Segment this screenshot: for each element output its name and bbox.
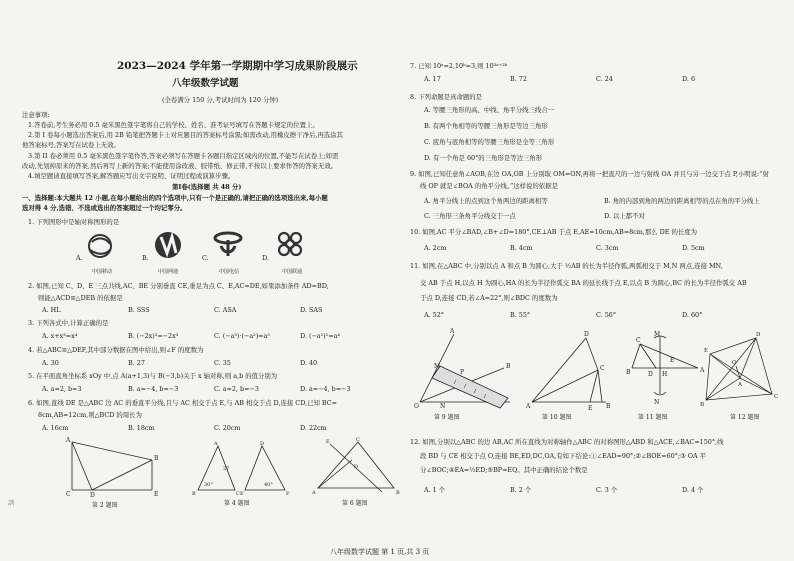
section1-intro-b: 选对得 4 分,选错、不选或选出的答案超过一个均记零分。 — [22, 204, 187, 212]
svg-text:E: E — [704, 348, 709, 354]
q2-option-c: C. ASA — [214, 306, 237, 314]
question-11b: 交 AB 于点 H,以点 H 为圆心,HA 的长为半径作弧交 BA 的延长线于点 E,以点 B 为圆心,BC 的长为半径作弧交 AB — [420, 279, 747, 287]
svg-text:27: 27 — [223, 466, 230, 472]
q6-option-c: C. 20cm — [214, 424, 241, 432]
svg-text:P: P — [460, 369, 465, 376]
q7-option-d: D. 6 — [682, 75, 696, 83]
svg-text:D: D — [756, 332, 761, 338]
svg-text:H: H — [662, 371, 668, 378]
q7-option-c: C. 24 — [596, 75, 613, 83]
svg-text:A: A — [214, 441, 218, 447]
question-6b: 8cm,AB=12cm,则△BCD 的周长为 — [38, 411, 142, 419]
question-12b: 段 BD 与 CE 相交于点 O,连接 BE,ED,DC,OA,有如下结论:①∠EAD=90°;②∠BOE=60°;③ OA 平 — [420, 452, 707, 460]
logo-caption-d: 中国联通 — [282, 269, 303, 275]
notes-label: 注意事项: — [22, 111, 50, 119]
q7-option-b: B. 72 — [510, 75, 527, 83]
figure-q12-caption: 第 12 题图 — [730, 414, 760, 421]
page-footer: 八年级数学试题 第 1 页,共 3 页 — [330, 548, 430, 556]
exam-subtitle: 八年级数学试题 — [172, 78, 239, 89]
question-5: 5. 在平面直角坐标系 xOy 中,点 A(a+1,3)与 B(−3,b)关于 x 轴对称,则 a,b 的值分别为 — [28, 372, 278, 380]
q4-option-a: A. 30 — [42, 359, 59, 367]
svg-text:D: D — [584, 331, 589, 338]
q11-option-d: D. 60° — [682, 311, 703, 319]
svg-text:E: E — [240, 491, 244, 497]
exam-info: (全卷满分 150 分,考试时间为 120 分钟) — [162, 96, 279, 104]
svg-text:D: D — [260, 441, 265, 447]
logo-caption-c: 中国电信 — [219, 269, 240, 275]
q4-option-d: D. 40 — [300, 359, 318, 367]
svg-text:B: B — [606, 403, 611, 410]
logo-caption-b: 中国网通 — [158, 269, 179, 275]
part1-heading: 第Ⅰ卷(选择题 共 48 分) — [172, 183, 242, 191]
q2-option-d: D. SAS — [300, 306, 323, 314]
figure-q6-caption: 第 6 题图 — [342, 500, 368, 507]
svg-text:B: B — [700, 402, 705, 408]
figure-q6 — [312, 438, 402, 498]
svg-text:A: A — [66, 437, 71, 444]
question-12c: 分∠BOC;④EA=½ED;⑤BP=EQ。其中正确的结论个数是 — [420, 466, 588, 474]
q5-option-d: D. a=−4, b=−3 — [300, 385, 351, 393]
svg-text:F: F — [286, 491, 290, 497]
figure-q2 — [62, 438, 162, 498]
q3-option-b: B. (−2x)³=−2x³ — [128, 332, 179, 340]
china-telecom-logo-icon — [212, 228, 252, 268]
note-2b: 他答案标号,答案写在试卷上无效。 — [22, 141, 120, 149]
svg-text:A: A — [526, 403, 531, 410]
question-7: 7. 已知 10ᵃ=2,10ᵇ=3,则 10³ᵃ⁺²ᵇ — [410, 62, 508, 70]
figure-q10 — [526, 330, 616, 410]
question-2a: 2. 如图,已知 C、D、E 三点共线,AC、BE 分别垂直 CE,垂足为点 C、E,AC=DE,如果添加条件 AD=BD, — [28, 282, 329, 290]
question-6a: 6. 如图,直线 DE 是△ABC 边 AC 的垂直平分线,且与 AC 相交于点 E,与 AB 相交于点 D,连接 CD,已知 BC= — [28, 399, 337, 407]
svg-text:C: C — [66, 491, 71, 498]
q6-option-b: B. 18cm — [128, 424, 155, 432]
china-netcom-logo-icon — [152, 228, 192, 268]
question-2b: 则能△ACD≌△DEB 的依据是 — [38, 294, 123, 302]
q1-option-b: B. — [142, 254, 149, 262]
svg-text:O: O — [732, 360, 737, 366]
figure-q4 — [190, 440, 300, 496]
figure-q10-caption: 第 10 题图 — [542, 414, 572, 421]
q8-option-d: D. 有一个角是 60°的三角形是等边三角形 — [424, 154, 543, 162]
q5-option-b: B. a=−4, b=−3 — [128, 385, 179, 393]
svg-text:B: B — [626, 369, 631, 376]
china-unicom-logo-icon — [274, 228, 314, 268]
question-10: 10. 如图,AC 平分∠BAD,∠B+∠D=180°,CE⊥AB 于点 E,AE=10cm,AB=8cm,那么 DE 的长度为 — [410, 228, 698, 236]
question-4: 4. 若△ABC≌△DEF,其中部分数据在图中给出,则∠F 的度数为 — [28, 346, 204, 354]
q10-option-b: B. 4cm — [510, 244, 533, 252]
question-11c: 于点 D,连接 CD,若∠A=22°,则∠BDC 的度数为 — [420, 294, 558, 302]
q2-option-b: B. SSS — [128, 306, 150, 314]
q1-option-c: C. — [202, 254, 209, 262]
svg-text:E: E — [154, 491, 159, 498]
q8-option-b: B. 有两个角相等的等腰三角形是等边三角形 — [424, 122, 548, 130]
exam-title: 2023—2024 学年第一学期期中学习成果阶段展示 — [117, 60, 358, 72]
q4-option-c: C. 35 — [214, 359, 231, 367]
question-1: 1. 下列图形中是轴对称图形的是 — [28, 218, 120, 226]
q12-option-d: D. 4 个 — [682, 486, 704, 494]
figure-q2-caption: 第 2 题图 — [92, 502, 118, 509]
svg-text:C: C — [356, 437, 360, 443]
q5-option-c: C. a=2, b=−3 — [214, 385, 259, 393]
section1-intro-a: 一、选择题:本大题共 12 小题,在每小题给出的四个选项中,只有一个是正确的,请把正确的选项选出来,每小题 — [22, 194, 328, 202]
q3-option-d: D. (−a²)²=a⁴ — [300, 332, 340, 340]
q12-option-a: A. 1 个 — [424, 486, 446, 494]
figure-q11 — [626, 331, 709, 410]
figure-q4-caption: 第 4 题图 — [224, 500, 250, 507]
q11-option-b: B. 55° — [510, 311, 531, 319]
q12-option-c: C. 3 个 — [596, 486, 618, 494]
q10-option-d: D. 5cm — [682, 244, 705, 252]
figure-q9-caption: 第 9 题图 — [434, 414, 460, 421]
svg-text:C: C — [774, 394, 779, 400]
q6-option-a: A. 16cm — [42, 424, 69, 432]
svg-text:M: M — [654, 331, 661, 338]
svg-text:A: A — [700, 367, 705, 374]
q3-option-c: C. (−a³)·(−a²)=a⁵ — [214, 332, 270, 340]
svg-text:O: O — [414, 403, 419, 410]
svg-text:B: B — [154, 455, 159, 462]
q9-option-d: D. 以上都不对 — [604, 212, 645, 220]
china-mobile-logo-icon — [84, 230, 124, 270]
svg-text:B: B — [396, 490, 400, 496]
question-8: 8. 下列命题是真命题的是 — [410, 93, 483, 101]
svg-text:A: A — [450, 328, 455, 335]
q10-option-c: C. 3cm — [596, 244, 619, 252]
svg-text:C: C — [600, 365, 605, 372]
q6-option-d: D. 22cm — [300, 424, 327, 432]
svg-text:40°: 40° — [264, 482, 273, 488]
svg-text:D: D — [648, 371, 653, 378]
q1-option-a: A. — [76, 254, 83, 262]
logo-caption-a: 中国移动 — [92, 269, 113, 275]
svg-text:A: A — [738, 382, 742, 388]
svg-text:M: M — [434, 363, 441, 370]
q11-option-a: A. 52° — [424, 311, 445, 319]
q9-option-b: B. 角的内部到角的两边的距离相等的点在角的平分线上 — [604, 197, 760, 205]
svg-text:E: E — [326, 439, 330, 445]
note-3b: 改动,先划掉原来的答案,然后再写上新的答案;不能使用涂改液、胶带纸、修正带,不按以上要求作答的答案无效。 — [22, 162, 337, 170]
q4-option-b: B. 27 — [128, 359, 145, 367]
q3-option-a: A. x+x³=x⁴ — [42, 332, 78, 340]
svg-text:E: E — [588, 405, 593, 412]
q12-option-b: B. 2 个 — [510, 486, 532, 494]
svg-text:N: N — [654, 399, 660, 406]
svg-text:B: B — [192, 491, 196, 497]
q10-option-a: A. 2cm — [424, 244, 447, 252]
note-2a: 2.第 I 卷每小题选出答案后,用 2B 铅笔把答题卡上对应题目的答案标号涂黑;如需改动,用橡皮擦干净后,再选涂其 — [28, 131, 343, 139]
figure-q9 — [414, 328, 514, 410]
note-3a: 3.第 II 卷必须用 0.5 毫米黑色签字笔作答,答案必须写在答题卡各题目指定区域内的位置,不能写在试卷上;如需 — [28, 152, 339, 160]
question-12a: 12. 如图,分别以△ABC 的边 AB,AC 所在直线为对称轴作△ABC 的对称图形△ABD 和△ACE,∠BAC=150°,线 — [410, 438, 724, 446]
question-3: 3. 下列各式中,计算正确的是 — [28, 319, 109, 327]
figure-q11-caption: 第 11 题图 — [638, 414, 668, 421]
question-9b: 线 OP 就是∠BOA 的角平分线。”这样说的依据是 — [420, 182, 558, 190]
q11-option-c: C. 56° — [596, 311, 617, 319]
svg-text:N: N — [440, 403, 446, 410]
svg-text:A: A — [312, 490, 316, 496]
svg-text:30°: 30° — [204, 482, 213, 488]
q1-option-d: D. — [262, 254, 269, 262]
svg-text:C: C — [236, 491, 240, 497]
note-4: 4.填空题请直接填写答案,解答题应写出文字说明、证明过程或演算步骤。 — [28, 172, 235, 180]
q5-option-a: A. a=2, b=3 — [42, 385, 82, 393]
svg-text:D: D — [354, 464, 359, 470]
svg-text:C: C — [636, 337, 641, 344]
question-9a: 9. 如图,已知任意角∠AOB,在边 OA,OB 上分别取 OM=ON,再将一把直尺的一边与射线 OA 并且与另一边交于点 P,小明说:“射 — [410, 170, 769, 178]
svg-text:B: B — [506, 363, 511, 370]
note-1: 1.答卷前,考生务必用 0.5 毫米黑色签字笔将自己的学校、姓名、准考证号填写在答题卡规定的位置上。 — [28, 121, 319, 129]
side-mark: 訓 — [8, 500, 15, 507]
q8-option-c: C. 底角与底角相等的等腰三角形是全等三角形 — [424, 138, 555, 146]
svg-text:D: D — [90, 492, 95, 499]
q9-option-a: A. 角平分线上的点到这个角两边的距离相等 — [424, 197, 548, 205]
q8-option-a: A. 等腰三角形的高、中线、角平分线三线合一 — [424, 106, 555, 114]
q9-option-c: C. 三角形三条角平分线交于一点 — [424, 212, 516, 220]
figure-q12 — [700, 330, 780, 410]
q2-option-a: A. HL — [42, 306, 61, 314]
svg-text:E: E — [670, 357, 675, 364]
q7-option-a: A. 17 — [424, 75, 441, 83]
question-11a: 11. 如图,在△ABC 中,分别以点 A 和点 B 为圆心,大于 ½AB 的长为半径作弧,两弧相交于 M,N 两点,连接 MN, — [410, 262, 723, 270]
